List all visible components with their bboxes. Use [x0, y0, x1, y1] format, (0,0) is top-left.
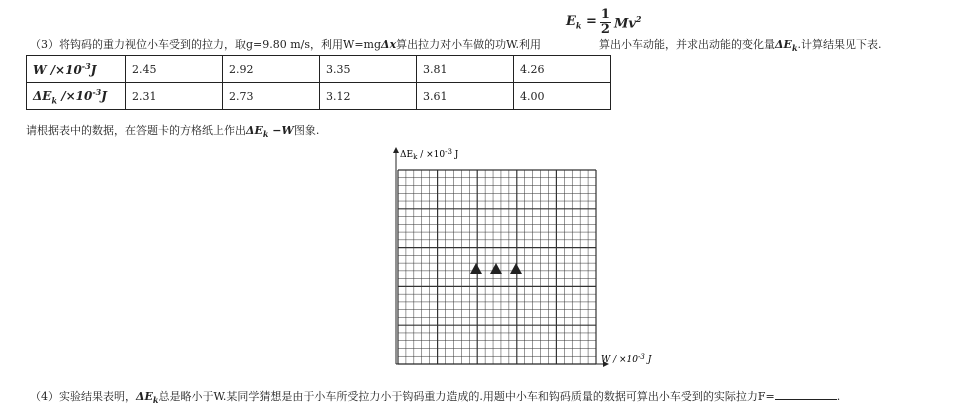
- answer-blank[interactable]: [775, 389, 837, 400]
- graph-paper: [380, 146, 680, 372]
- plot-instruction: 请根据表中的数据，在答题卡的方格纸上作出$\Delta E_k -W$图象.: [26, 124, 320, 140]
- table-cell: 2.31: [126, 83, 223, 110]
- table-cell: 2.73: [223, 83, 320, 110]
- table-cell: 3.61: [417, 83, 514, 110]
- triangle-marker-icon: [470, 263, 482, 274]
- table-cell: 3.81: [417, 56, 514, 83]
- row-header-work: W $/\times 10^{-3}J$: [27, 56, 126, 83]
- y-axis-label: $\Delta E_k / \times 10^{-3}$ J: [400, 148, 459, 161]
- table-cell: 3.12: [320, 83, 417, 110]
- question-4-text: （4）实验结果表明，$\Delta E_k$总是略小于W.某同学猜想是由于小车所受拉力小于钩码重力造成的.用题中小车和钩码质量的数据可算出小车受到的实际拉力F= .: [30, 390, 841, 406]
- row-header-delta-ek: $\Delta E_k$ $/\times 10^{-3}J$: [27, 83, 126, 110]
- table-row: [27, 56, 611, 83]
- table-cell: 4.00: [514, 83, 611, 110]
- data-table: [26, 55, 611, 110]
- question-3-text: （3）将钩码的重力视位小车受到的拉力，取g=9.80 m/s，利用W=mgΔx算出拉力对小车做的功W.利用 算出小车动能，并求出动能的变化量$\Delta E_k$.计算结果见下表.: [30, 38, 882, 54]
- x-axis-label: $W / \times 10^{-3}$ J: [601, 353, 652, 365]
- table-cell: 2.92: [223, 56, 320, 83]
- table-cell: 2.45: [126, 56, 223, 83]
- table-cell: 3.35: [320, 56, 417, 83]
- kinetic-energy-formula: $E_k$ = $\frac{1}{2}$ Mv$^2$: [566, 7, 642, 37]
- table-row: [27, 83, 611, 110]
- triangle-marker-icon: [490, 263, 502, 274]
- triangle-marker-icon: [510, 263, 522, 274]
- table-cell: 4.26: [514, 56, 611, 83]
